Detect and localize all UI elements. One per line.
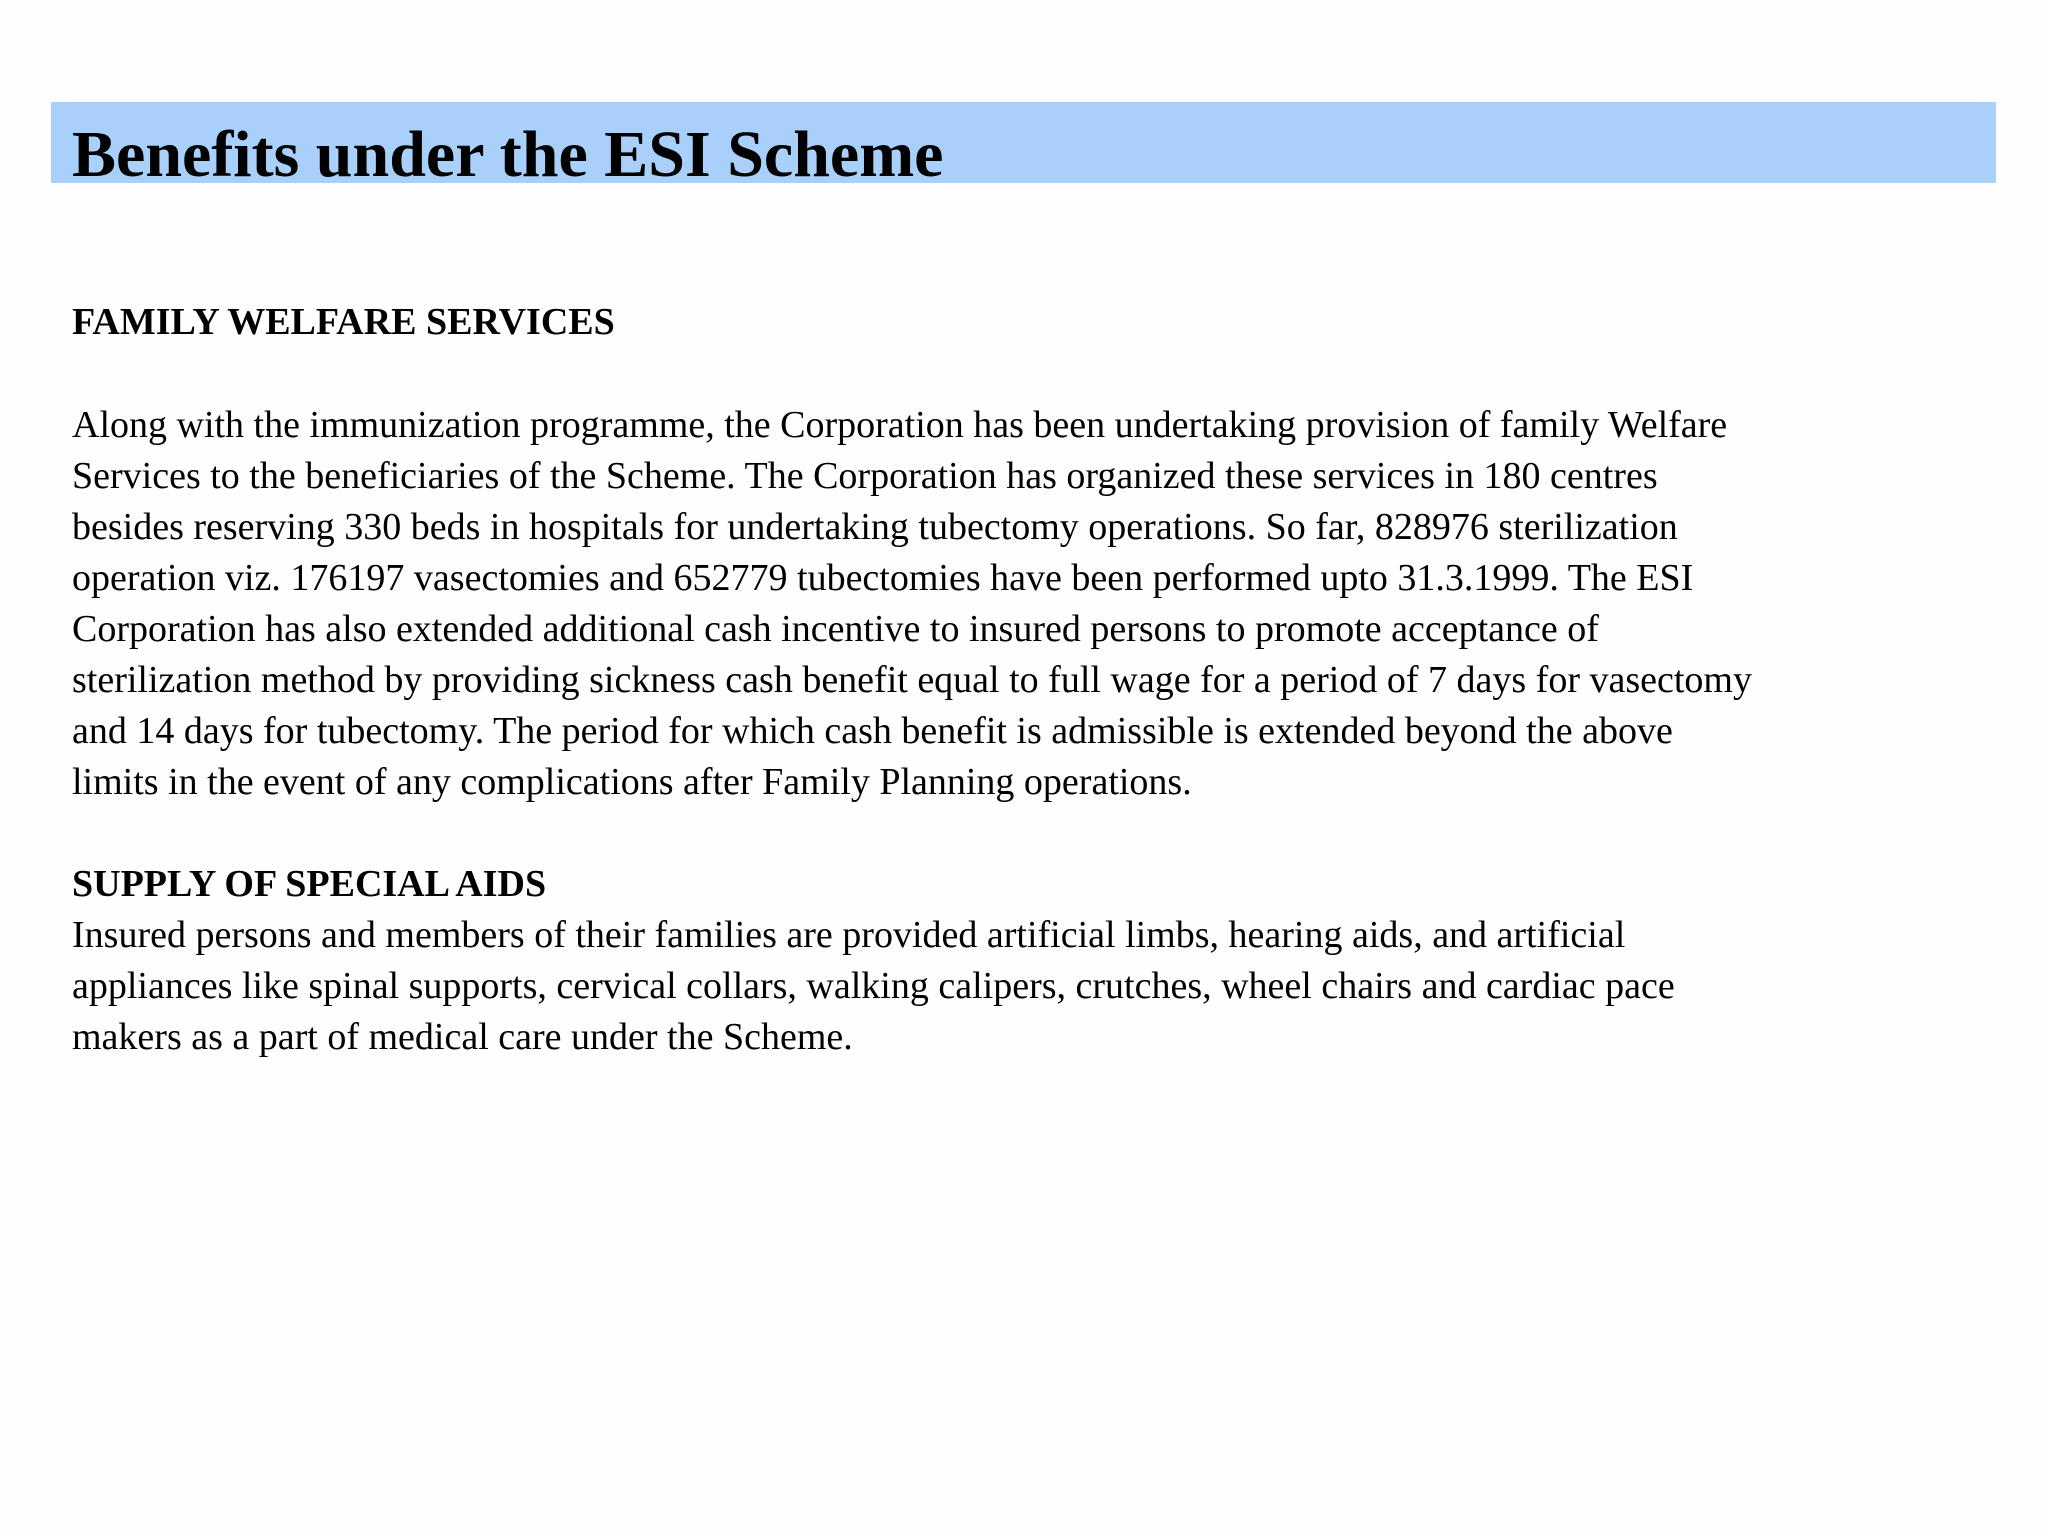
text-line: Corporation has also extended additional cash incentive to insured persons to promote acceptance of bbox=[72, 608, 1599, 650]
text-line: and 14 days for tubectomy. The period for which cash benefit is admissible is extended beyond the above bbox=[72, 710, 1673, 752]
special-aids-paragraph bbox=[72, 910, 1675, 1063]
text-line: makers as a part of medical care under the Scheme. bbox=[72, 1016, 853, 1058]
text-line: Along with the immunization programme, the Corporation has been undertaking provision of family Welfare bbox=[72, 404, 1728, 446]
page-title: Benefits under the ESI Scheme bbox=[72, 118, 944, 191]
text-line: operation viz. 176197 vasectomies and 652779 tubectomies have been performed upto 31.3.1999. The ESI bbox=[72, 557, 1694, 599]
section-heading-family-welfare: FAMILY WELFARE SERVICES bbox=[72, 301, 615, 343]
family-welfare-paragraph bbox=[72, 400, 1752, 808]
section-heading-special-aids: SUPPLY OF SPECIAL AIDS bbox=[72, 863, 547, 905]
text-line: Services to the beneficiaries of the Scheme. The Corporation has organized these services in 180 centres bbox=[72, 455, 1658, 497]
text-line: Insured persons and members of their families are provided artificial limbs, hearing aids, and artificial bbox=[72, 914, 1626, 956]
text-line: sterilization method by providing sickness cash benefit equal to full wage for a period of 7 days for vasectomy bbox=[72, 659, 1752, 701]
text-line: besides reserving 330 beds in hospitals for undertaking tubectomy operations. So far, 828976 sterilization bbox=[72, 506, 1678, 548]
text-line: limits in the event of any complications after Family Planning operations. bbox=[72, 761, 1192, 803]
text-line: appliances like spinal supports, cervical collars, walking calipers, crutches, wheel chairs and cardiac pace bbox=[72, 965, 1675, 1007]
